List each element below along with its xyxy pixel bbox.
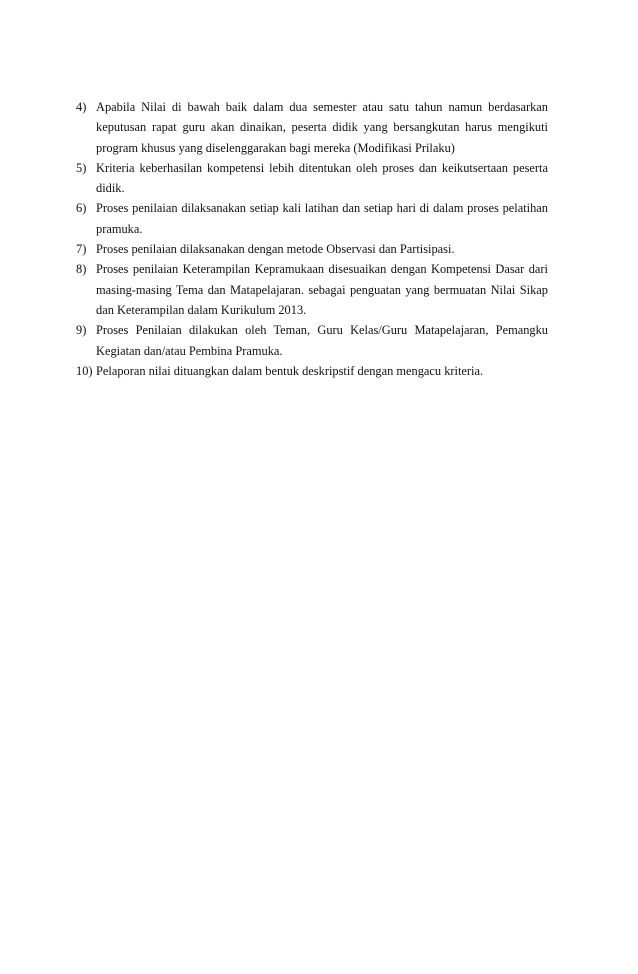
list-item-text: Proses penilaian dilaksanakan setiap kali latihan dan setiap hari di dalam proses pelatihan pramuka.	[96, 201, 548, 236]
list-item-number: 6)	[76, 201, 87, 216]
list-item-text: Pelaporan nilai dituangkan dalam bentuk deskripstif dengan mengacu kriteria.	[96, 363, 484, 378]
list-item-text: Proses Penilaian dilakukan oleh Teman, Guru Kelas/Guru Matapelajaran, Pemangku Kegiatan dan/atau Pembina Pramuka.	[96, 323, 548, 358]
list-item	[76, 239, 548, 259]
list-item-number: 4)	[76, 100, 87, 114]
list-item	[76, 158, 548, 199]
list-item	[76, 361, 548, 381]
list-item-text: Proses penilaian dilaksanakan dengan metode Observasi dan Partisipasi.	[96, 242, 455, 257]
list-item-text: Apabila Nilai di bawah baik dalam dua semester atau satu tahun namun berdasarkan keputusan rapat guru akan dinaikan, peserta didik yang bersangkutan harus mengikuti program khusus yang diselenggarakan bagi mereka (Modifikasi Prilaku)	[96, 100, 548, 155]
list-item	[76, 198, 548, 239]
list-item-number: 7)	[76, 242, 87, 257]
list-item-number: 8)	[76, 262, 87, 277]
list-item-text: Kriteria keberhasilan kompetensi lebih ditentukan oleh proses dan keikutsertaan peserta didik.	[96, 160, 548, 196]
list-item	[76, 97, 548, 158]
list-item-number: 10)	[76, 363, 93, 378]
criteria-list	[76, 97, 548, 381]
list-item	[76, 320, 548, 361]
list-item-text: Proses penilaian Keterampilan Kepramukaan disesuaikan dengan Kompetensi Dasar dari masing-masing Tema dan Matapelajaran. sebagai penguatan yang bermuatan Nilai Sikap dan Keterampilan dalam Kurikulum 2013.	[96, 262, 548, 317]
list-item-number: 9)	[76, 323, 87, 338]
list-item-number: 5)	[76, 160, 87, 175]
list-item	[76, 259, 548, 320]
